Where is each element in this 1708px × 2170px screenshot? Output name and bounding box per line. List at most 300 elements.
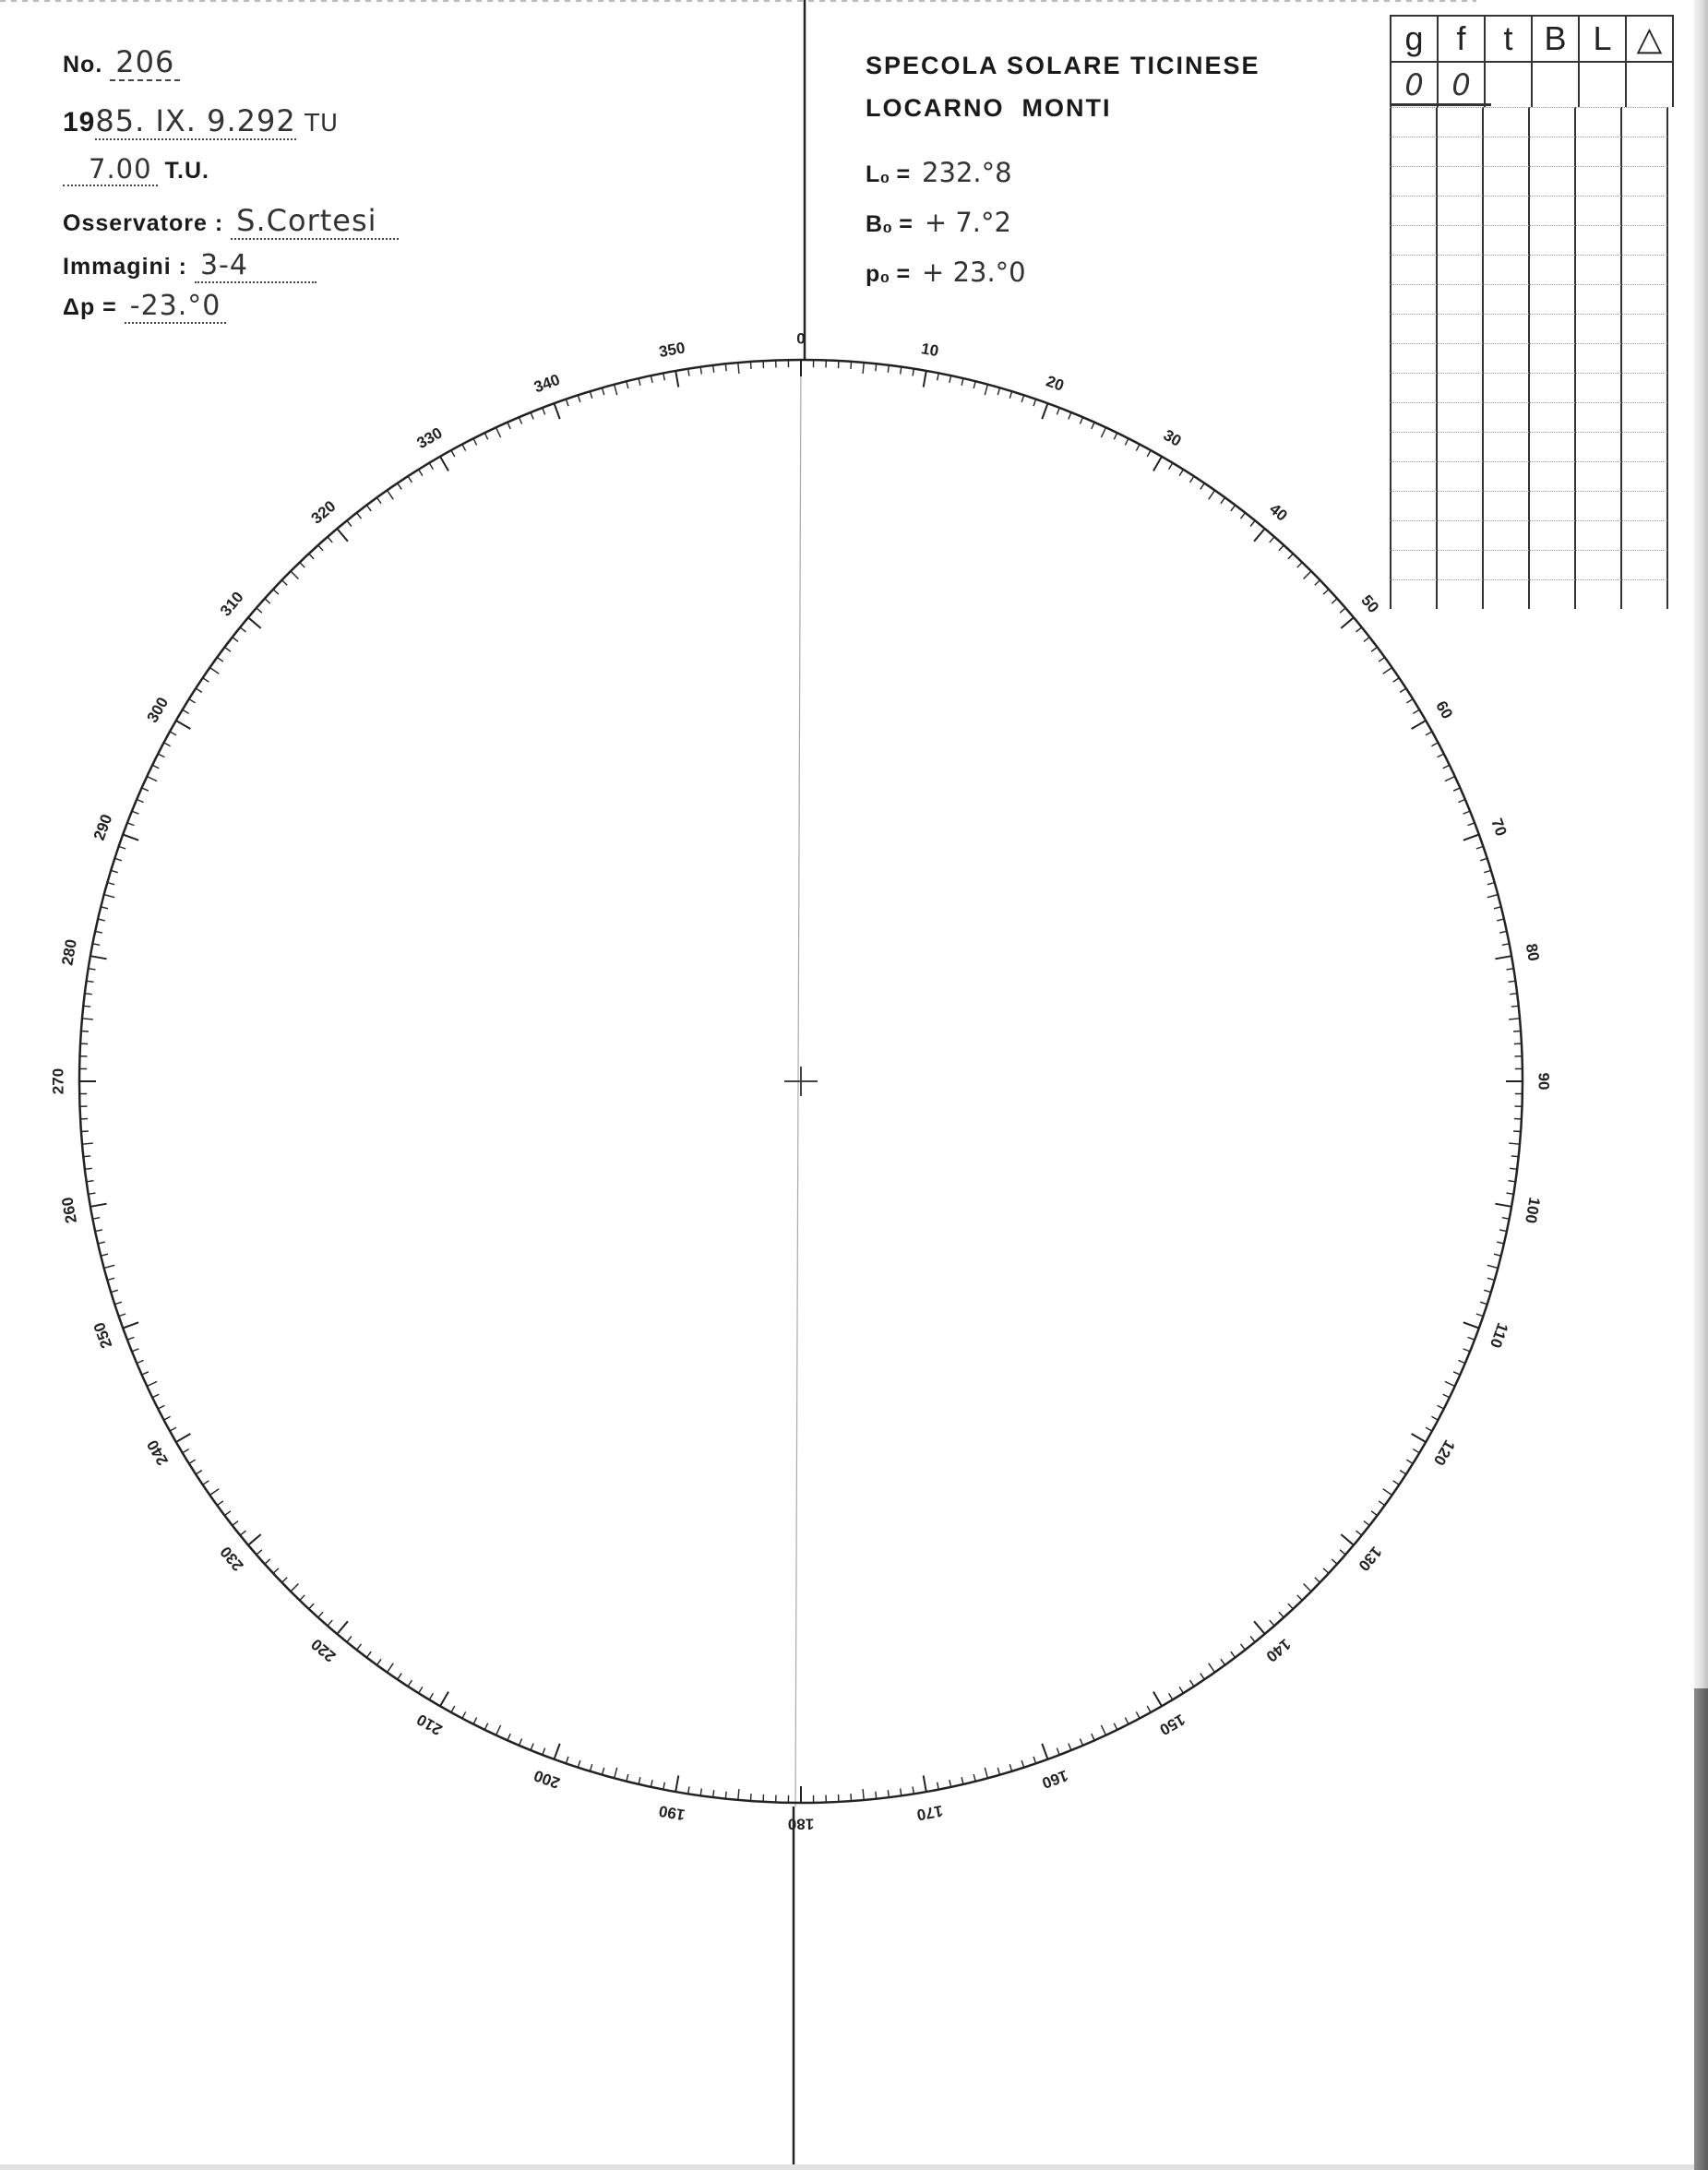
degree-label: 100 [1521,1196,1544,1225]
degree-tick [1169,1693,1173,1699]
degree-tick [1413,1449,1419,1453]
degree-tick [985,1768,987,1779]
degree-tick [137,799,143,802]
degree-label: 50 [1357,591,1383,616]
degree-tick [938,1782,939,1790]
degree-label: 220 [307,1635,340,1666]
degree-tick [639,378,640,386]
degree-tick [1304,571,1312,579]
degree-tick [688,1787,689,1794]
degree-tick [111,870,118,872]
degree-tick [137,1360,143,1363]
degree-label: 340 [532,370,563,397]
degree-tick [158,1405,164,1409]
l0-value: 232.°8 [922,157,1012,188]
degree-tick [419,470,423,476]
degree-tick [1511,1006,1519,1007]
degree-tick [1241,513,1246,519]
degree-tick [132,1349,139,1352]
degree-tick [1080,417,1082,423]
degree-tick [888,1790,889,1797]
degree-tick [1497,1242,1504,1244]
degree-tick [107,1278,114,1280]
degree-tick [1288,1604,1293,1609]
degree-tick [1502,944,1510,946]
degree-tick [1125,438,1129,445]
degree-tick [578,1760,580,1768]
degree-tick [713,365,714,373]
degree-tick [1463,835,1479,841]
degree-tick [1511,1156,1519,1157]
degree-tick [176,721,191,729]
degree-label: 260 [58,1196,81,1225]
degree-tick [203,678,209,683]
degree-tick [1221,497,1225,504]
degree-tick [1190,476,1194,483]
observer-label: Osservatore : [63,210,224,236]
degree-tick [1009,1764,1011,1771]
degree-label: 0 [796,329,806,348]
degree-tick [1476,846,1484,849]
degree-tick [147,777,157,781]
degree-tick [408,1680,412,1687]
delta-p-label: Δp = [63,294,117,320]
degree-label: 20 [1044,372,1067,395]
degree-tick [913,1787,914,1794]
degree-tick [462,1711,466,1718]
degree-tick [1371,1511,1377,1516]
degree-tick [183,1449,189,1453]
degree-tick [398,483,402,490]
degree-tick [347,1637,352,1642]
degree-tick [973,381,975,388]
degree-tick [107,883,114,885]
degree-tick [462,445,466,451]
degree-tick [751,362,752,369]
degree-tick [1499,931,1507,933]
degree-tick [240,1531,245,1535]
degree-label: 60 [1432,698,1457,722]
degree-tick [1507,1193,1514,1194]
degree-tick [209,668,219,674]
degree-tick [1340,608,1345,613]
degree-tick [209,1489,219,1496]
degree-tick [196,1471,202,1474]
degree-tick [376,1659,381,1665]
degree-tick [1406,1460,1413,1463]
degree-tick [473,1718,477,1724]
degree-tick [725,364,726,371]
degree-tick [1513,1031,1521,1032]
degree-tick [337,529,348,542]
degree-tick [1080,1739,1082,1746]
degree-tick [1502,1218,1510,1220]
degree-tick [519,1739,521,1746]
date-value: 85. IX. 9.292 [95,103,296,138]
degree-tick [127,1337,135,1340]
number-value: 206 [110,44,180,81]
degree-tick [1426,732,1432,735]
degree-tick [1495,1204,1511,1207]
degree-tick [152,765,159,769]
degree-tick [1371,647,1377,651]
degree-tick [82,1143,93,1144]
degree-tick [1510,994,1517,995]
degree-label: 250 [90,1319,116,1351]
degree-tick [1033,1757,1036,1764]
degree-tick [615,385,617,396]
degree-tick [508,1734,510,1740]
degree-label: 230 [216,1543,247,1575]
degree-tick [1021,395,1024,402]
degree-tick [1288,554,1293,559]
degree-tick [1033,399,1036,407]
degree-tick [1400,688,1406,692]
degree-tick [1438,754,1444,757]
date-year-printed: 19 [63,107,96,137]
degree-tick [388,1663,394,1673]
degree-tick [318,1612,323,1617]
degree-tick [282,580,288,586]
cell-g: 0 [1391,62,1438,107]
degree-tick [98,1242,105,1244]
degree-tick [1509,1143,1520,1144]
degree-tick [170,732,176,735]
degree-tick [429,463,433,470]
degree-label: 210 [413,1710,446,1739]
degree-tick [119,846,126,849]
col-l: L [1579,16,1626,62]
degree-tick [85,994,92,995]
degree-tick [1495,956,1511,959]
degree-tick [1200,483,1205,490]
degree-tick [496,427,501,437]
degree-tick [566,1757,568,1764]
degree-tick [1356,1531,1362,1535]
degree-tick [1487,895,1499,898]
degree-tick [89,1193,96,1194]
degree-tick [1459,799,1465,802]
degree-tick [300,563,305,568]
degree-tick [101,1254,108,1256]
degree-tick [95,931,102,933]
degree-tick [419,1687,423,1693]
degree-tick [531,412,533,420]
degree-tick [92,944,100,946]
degree-tick [1383,668,1392,674]
degree-tick [1393,678,1400,683]
degree-tick [1443,765,1450,769]
degree-tick [189,699,196,703]
degree-tick [543,408,545,415]
degree-tick [1153,457,1162,471]
degree-tick [127,823,135,826]
degree-tick [1364,638,1369,642]
degree-tick [123,835,138,841]
degree-tick [1279,1612,1284,1617]
degree-tick [1092,1734,1094,1740]
degree-tick [87,1181,94,1182]
degree-tick [328,1620,332,1626]
degree-tick [81,1131,89,1132]
degree-label: 110 [1486,1320,1512,1351]
degree-tick [114,1302,122,1305]
degree-tick [183,709,189,713]
degree-tick [985,385,987,396]
degree-tick [1169,463,1173,470]
degree-tick [366,1651,371,1657]
p0-value: + 23.°0 [922,256,1026,288]
degree-tick [888,365,889,373]
degree-tick [1340,1550,1345,1555]
degree-tick [1114,433,1117,439]
degree-tick [265,599,270,603]
observer-value: S.Cortesi [231,203,399,240]
degree-tick [104,895,115,898]
degree-tick [1507,969,1514,970]
degree-tick [1513,1131,1521,1132]
degree-tick [1057,1748,1059,1756]
degree-label: 120 [1429,1437,1459,1469]
degree-tick [901,367,902,375]
degree-tick [357,1644,362,1650]
degree-tick [1101,1725,1105,1735]
degree-tick [1480,1302,1487,1305]
degree-tick [1487,1278,1495,1280]
degree-tick [429,1693,433,1699]
degree-tick [651,376,652,383]
degree-tick [176,1434,191,1442]
degree-tick [901,1789,902,1796]
degree-tick [1400,1471,1406,1474]
degree-tick [337,1621,348,1634]
degree-tick [1315,1578,1320,1583]
degree-label: 70 [1487,816,1511,839]
degree-label: 40 [1266,499,1291,525]
degree-tick [1413,709,1419,713]
degree-label: 310 [216,588,247,620]
degree-tick [1221,1659,1225,1665]
degree-tick [1069,412,1071,420]
degree-tick [147,1381,157,1386]
degree-tick [484,433,488,439]
degree-tick [164,743,171,746]
degree-tick [615,1768,617,1779]
degree-tick [663,1782,665,1790]
degree-tick [1241,1644,1246,1650]
degree-tick [203,1481,209,1485]
degree-tick [1499,1230,1507,1232]
degree-tick [1021,1760,1024,1768]
degree-tick [92,1218,100,1220]
degree-tick [98,919,105,921]
degree-tick [366,506,371,511]
degree-tick [1136,1711,1140,1718]
degree-tick [85,1168,92,1169]
degree-tick [1190,1680,1194,1687]
degree-tick [1484,870,1491,872]
degree-tick [950,376,951,383]
degree-tick [328,537,332,542]
degree-tick [83,1006,90,1007]
degree-tick [1468,1337,1475,1340]
degree-tick [725,1792,726,1799]
degree-tick [89,969,96,970]
degree-tick [555,403,560,419]
time-suffix: T.U. [164,158,209,184]
degree-tick [1459,1360,1465,1363]
degree-label: 190 [657,1801,687,1824]
degree-tick [1069,1744,1071,1751]
degree-tick [751,1794,752,1801]
degree-tick [700,367,701,375]
degree-tick [1042,403,1047,419]
degree-tick [590,1764,591,1771]
col-delta: △ [1626,16,1673,62]
degree-tick [158,754,164,757]
degree-tick [1497,919,1504,921]
degree-tick [1254,529,1265,542]
degree-tick [388,490,394,499]
degree-tick [651,1780,652,1787]
degree-tick [104,1265,115,1268]
degree-tick [170,1427,176,1431]
degree-tick [1101,427,1105,437]
degree-tick [1393,1481,1400,1485]
degree-tick [1254,1621,1265,1634]
degree-tick [938,373,939,380]
degree-tick [123,1322,138,1328]
degree-label: 150 [1156,1710,1188,1739]
degree-tick [1231,1651,1236,1657]
degree-label: 290 [90,812,116,843]
degree-tick [1341,1534,1354,1545]
degree-tick [300,1595,305,1601]
degree-tick [81,1031,89,1032]
degree-tick [257,1550,262,1555]
paper-edge [1694,0,1708,2170]
degree-label: 180 [787,1815,815,1833]
degree-tick [318,545,323,551]
degree-tick [451,1706,455,1712]
degree-tick [508,423,510,429]
degree-label: 140 [1262,1635,1295,1666]
degree-tick [398,1674,402,1680]
degree-tick [1364,1521,1369,1526]
degree-tick [578,395,580,402]
degree-tick [675,1775,678,1792]
degree-tick [851,1794,852,1801]
degree-tick [1431,1416,1438,1420]
degree-tick [282,1578,288,1583]
degree-tick [90,1204,107,1207]
degree-tick [627,1774,628,1782]
degree-tick [1270,1620,1274,1626]
col-b: B [1532,16,1579,62]
p0-label: p₀ = [866,261,911,287]
degree-tick [1468,823,1475,826]
degree-label: 160 [1039,1766,1070,1793]
degree-tick [1379,1501,1385,1506]
degree-tick [1125,1718,1129,1724]
degree-tick [997,388,999,395]
degree-tick [1153,1692,1162,1707]
cell-f: 0 [1438,62,1485,107]
degree-tick [1297,563,1303,568]
degree-tick [1332,1559,1337,1564]
degree-tick [189,1460,196,1463]
degree-tick [1443,1394,1450,1398]
degree-tick [1463,1322,1479,1328]
degree-tick [1315,580,1320,586]
degree-tick [1356,627,1362,632]
degree-tick [924,1775,926,1792]
degree-tick [347,520,352,526]
degree-tick [1297,1595,1303,1601]
degree-tick [1445,1381,1455,1386]
degree-tick [738,363,739,374]
degree-tick [1136,445,1140,451]
degree-tick [1231,506,1236,511]
degree-tick [1209,1663,1215,1673]
degree-label: 350 [657,339,687,362]
degree-tick [1463,811,1471,814]
degree-tick [1510,1168,1517,1169]
degree-tick [87,981,94,982]
degree-tick [973,1774,975,1782]
degree-tick [357,513,362,519]
degree-tick [233,638,238,642]
degree-tick [1453,788,1460,791]
degree-tick [1383,1489,1392,1496]
degree-tick [1463,1349,1471,1352]
degree-tick [291,1584,299,1592]
time-value: 7.00 [63,153,158,186]
degree-tick [1009,391,1011,399]
degree-tick [1484,1290,1491,1292]
degree-tick [1341,617,1354,628]
degree-tick [1304,1584,1312,1592]
degree-tick [440,457,448,471]
degree-tick [1494,907,1501,909]
degree-tick [473,438,477,445]
degree-tick [1114,1723,1117,1730]
degree-label: 200 [532,1766,563,1793]
degree-tick [196,688,202,692]
degree-tick [248,1534,261,1545]
degree-tick [1200,1674,1205,1680]
degree-tick [1379,657,1385,662]
degree-tick [1406,699,1413,703]
images-label: Immagini : [63,254,188,280]
degree-tick [376,497,381,504]
degree-tick [101,907,108,909]
observatory-location: LOCARNO MONTI [866,94,1112,122]
col-f: f [1438,16,1485,62]
degree-tick [1332,599,1337,603]
degree-tick [566,399,568,407]
degree-tick [1494,1254,1501,1256]
degree-tick [1426,1427,1432,1431]
degree-tick [484,1723,488,1730]
degree-tick [273,1568,279,1573]
degree-tick [142,788,149,791]
degree-label: 90 [1535,1072,1553,1091]
degree-tick [1509,981,1516,982]
degree-tick [217,657,223,662]
degree-tick [111,1290,118,1292]
degree-tick [1250,520,1255,526]
